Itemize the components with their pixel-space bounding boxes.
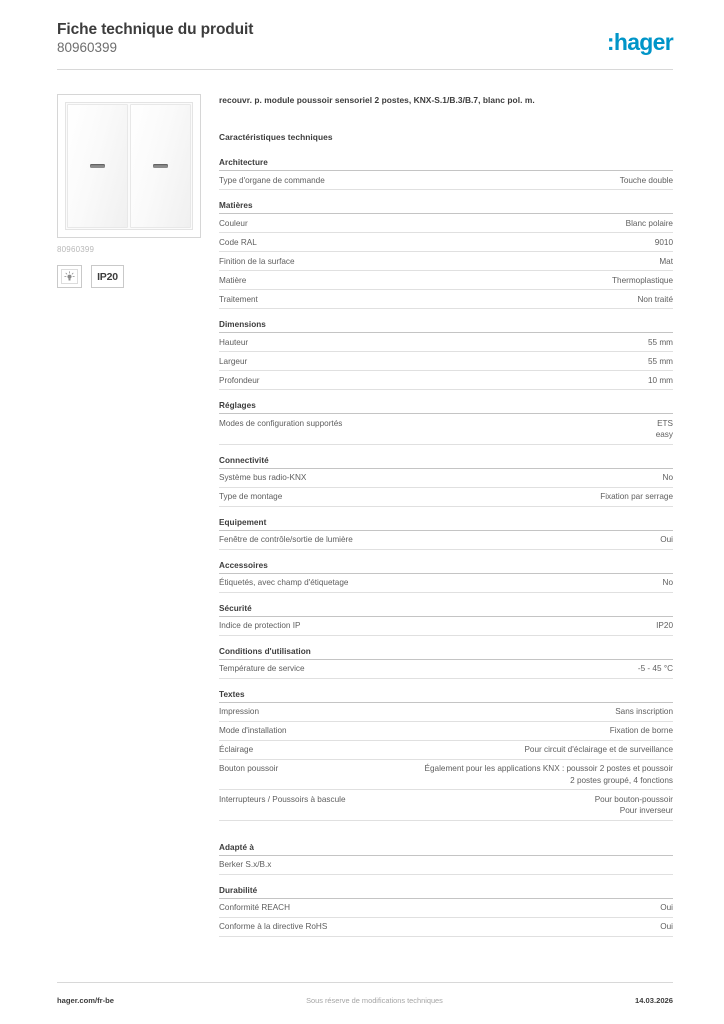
spec-row-value-line: No [662,473,673,482]
spec-row-label: Indice de protection IP [219,621,301,630]
spec-row-label: Finition de la surface [219,256,295,266]
spec-row-value [304,902,673,914]
spec-group-title: Accessoires [219,561,673,574]
spec-row-value [271,237,673,249]
spec-row-value-line: Fixation de borne [609,726,673,735]
footer-divider [57,982,673,983]
page-title: Fiche technique du produit [57,21,254,38]
spec-row-value-line: Fixation par serrage [600,492,673,501]
spec-row-label: Code RAL [219,237,257,247]
specifications-column [219,94,673,948]
spec-row-value-line: Pour bouton-poussoir [594,794,673,804]
spec-row [219,371,673,390]
spec-row-value-line: No [662,578,673,587]
spec-row-value [296,491,673,503]
spec-row-value-line: ETS [657,418,673,428]
spec-row-value-line: Pour inverseur [619,806,673,815]
led-window-right [153,164,168,168]
spec-row-value [309,256,673,268]
spec-row [219,414,673,445]
spec-row-value-line: 10 mm [647,375,673,385]
product-badges [57,265,203,288]
rocker-left [67,104,128,228]
spec-group-title: Connectivité [219,456,673,469]
rocker-right [130,104,191,228]
spec-group-title: Textes [219,690,673,703]
spec-row-value [260,275,673,287]
product-reference: 80960399 [57,40,118,55]
spec-group [219,561,673,593]
spec-group [219,401,673,445]
spec-row-value [360,794,673,817]
spec-row [219,790,673,821]
spec-group-title: Réglages [219,401,673,414]
spec-row [219,469,673,488]
spec-row [219,899,673,918]
spec-row-label: Conforme à la directive RoHS [219,922,328,931]
spec-group-title: Architecture [219,158,673,171]
spec-group-title: Dimensions [219,320,673,333]
spec-group [219,320,673,390]
spec-row-label: Type de montage [219,492,283,501]
spec-row [219,233,673,252]
spec-row-value [319,663,673,675]
spec-row [219,171,673,190]
spec-group-title: Sécurité [219,604,673,617]
hager-logo: :hager [606,29,673,55]
spec-row-label: Traitement [219,294,258,304]
spec-group [219,604,673,636]
spec-row-value-line: 9010 [654,237,673,247]
spec-row-value [267,744,673,756]
lamp-icon-badge [57,265,82,288]
spec-row [219,252,673,271]
spec-row-label: Matière [219,275,247,285]
footer-date: 14.03.2026 [634,996,673,1005]
spec-row-value [339,175,673,187]
spec-row-value [301,725,673,737]
spec-row-value-line: Pour circuit d'éclairage et de surveillance [524,745,673,754]
footer-disclaimer: Sous réserve de modifications techniques [306,996,443,1005]
spec-row-value [367,534,673,546]
led-window-left [90,164,105,168]
spec-row-label: Étiquetés, avec champ d'étiquetage [219,578,349,587]
spec-group-title: Durabilité [219,886,673,899]
spec-row [219,703,673,722]
spec-row-value-line: Oui [660,535,673,544]
page-header [57,20,673,70]
spec-row-label: Interrupteurs / Poussoirs à bascule [219,794,346,804]
spec-row [219,760,673,791]
spec-row-value-line: easy [655,430,673,439]
spec-group-title: Matières [219,201,673,214]
spec-row-value-line: -5 - 45 °C [637,664,673,673]
spec-row-value-line: IP20 [656,621,673,630]
spec-group [219,647,673,679]
spec-row-label: Système bus radio-KNX [219,473,307,482]
spec-group [219,201,673,309]
spec-row-value-line: Blanc polaire [625,218,673,228]
spec-row-label: Conformité REACH [219,903,290,912]
spec-row-label: Température de service [219,664,305,673]
product-figure-column [57,94,203,288]
spec-row-value-line: 55 mm [647,356,673,366]
spec-row-value [362,577,673,589]
spec-row-value-line: Oui [660,903,673,912]
spec-row-label: Fenêtre de contrôle/sortie de lumière [219,535,353,544]
spec-row [219,352,673,371]
spec-row-label: Modes de configuration supportés [219,418,343,428]
spec-row-value [262,337,673,349]
spec-row-value-line: Non traité [637,294,673,304]
spec-row-value-line: Oui [660,922,673,931]
spec-group [219,518,673,550]
spec-row-value [261,356,673,368]
spec-row-value [292,763,673,786]
spec-row [219,488,673,507]
spec-row-label: Largeur [219,356,248,366]
spec-row [219,574,673,593]
spec-row-value-line: 2 postes groupé, 4 fonctions [570,775,673,785]
spec-row-value-line: 55 mm [647,337,673,347]
spec-row-value [272,294,673,306]
spec-group [219,843,673,875]
ip-rating-badge: IP20 [91,265,124,288]
spec-row-value-line: Thermoplastique [612,275,673,285]
spec-row-value-line: Mat [659,256,673,266]
spec-row [219,617,673,636]
spec-group-title: Conditions d'utilisation [219,647,673,660]
spec-row-label: Type d'organe de commande [219,175,325,185]
spec-group [219,886,673,937]
spec-row [219,333,673,352]
spec-row-label: Berker S.x/B.x [219,860,272,869]
page-footer [57,996,673,1005]
spec-row-value [274,375,673,387]
spec-row-label: Éclairage [219,745,254,754]
product-image [57,94,201,238]
spec-row-value [262,218,673,230]
title-block [57,20,253,56]
spec-row [219,531,673,550]
spec-row-value [273,706,673,718]
spec-row [219,856,673,875]
spec-row-label: Impression [219,707,260,716]
spec-row-value [320,472,673,484]
spec-row [219,660,673,679]
spec-row [219,271,673,290]
spec-group-title: Equipement [219,518,673,531]
product-image-caption: 80960399 [57,245,95,254]
product-description: recouvr. p. module poussoir sensoriel 2 postes, KNX-S.1/B.3/B.7, blanc pol. m. [219,95,535,105]
footer-website[interactable]: hager.com/fr-be [57,996,114,1005]
spec-row-value-line: Également pour les applications KNX : poussoir 2 postes et poussoir [424,764,673,773]
spec-group-title: Adapté à [219,843,673,856]
spec-group [219,158,673,190]
header-divider [57,69,673,70]
spec-row [219,741,673,760]
spec-row-value [356,418,673,441]
spec-row-label: Profondeur [219,375,260,385]
spec-groups [219,158,673,937]
rocker-switch-graphic [65,102,193,230]
spec-row [219,290,673,309]
spec-row [219,214,673,233]
lamp-icon [61,269,78,284]
spec-row-label: Hauteur [219,337,249,347]
specs-heading: Caractéristiques techniques [219,132,333,142]
spec-row-value-line: Sans inscription [615,707,673,716]
spec-row [219,918,673,937]
spec-row-label: Bouton poussoir [219,764,279,773]
spec-row-value-line: Touche double [619,175,673,185]
spec-group [219,690,673,821]
spec-row [219,722,673,741]
spec-row-label: Mode d'installation [219,726,287,735]
spec-row-value [341,921,673,933]
spec-group [219,456,673,507]
spec-row-value [314,620,673,632]
spec-row-label: Couleur [219,218,248,228]
